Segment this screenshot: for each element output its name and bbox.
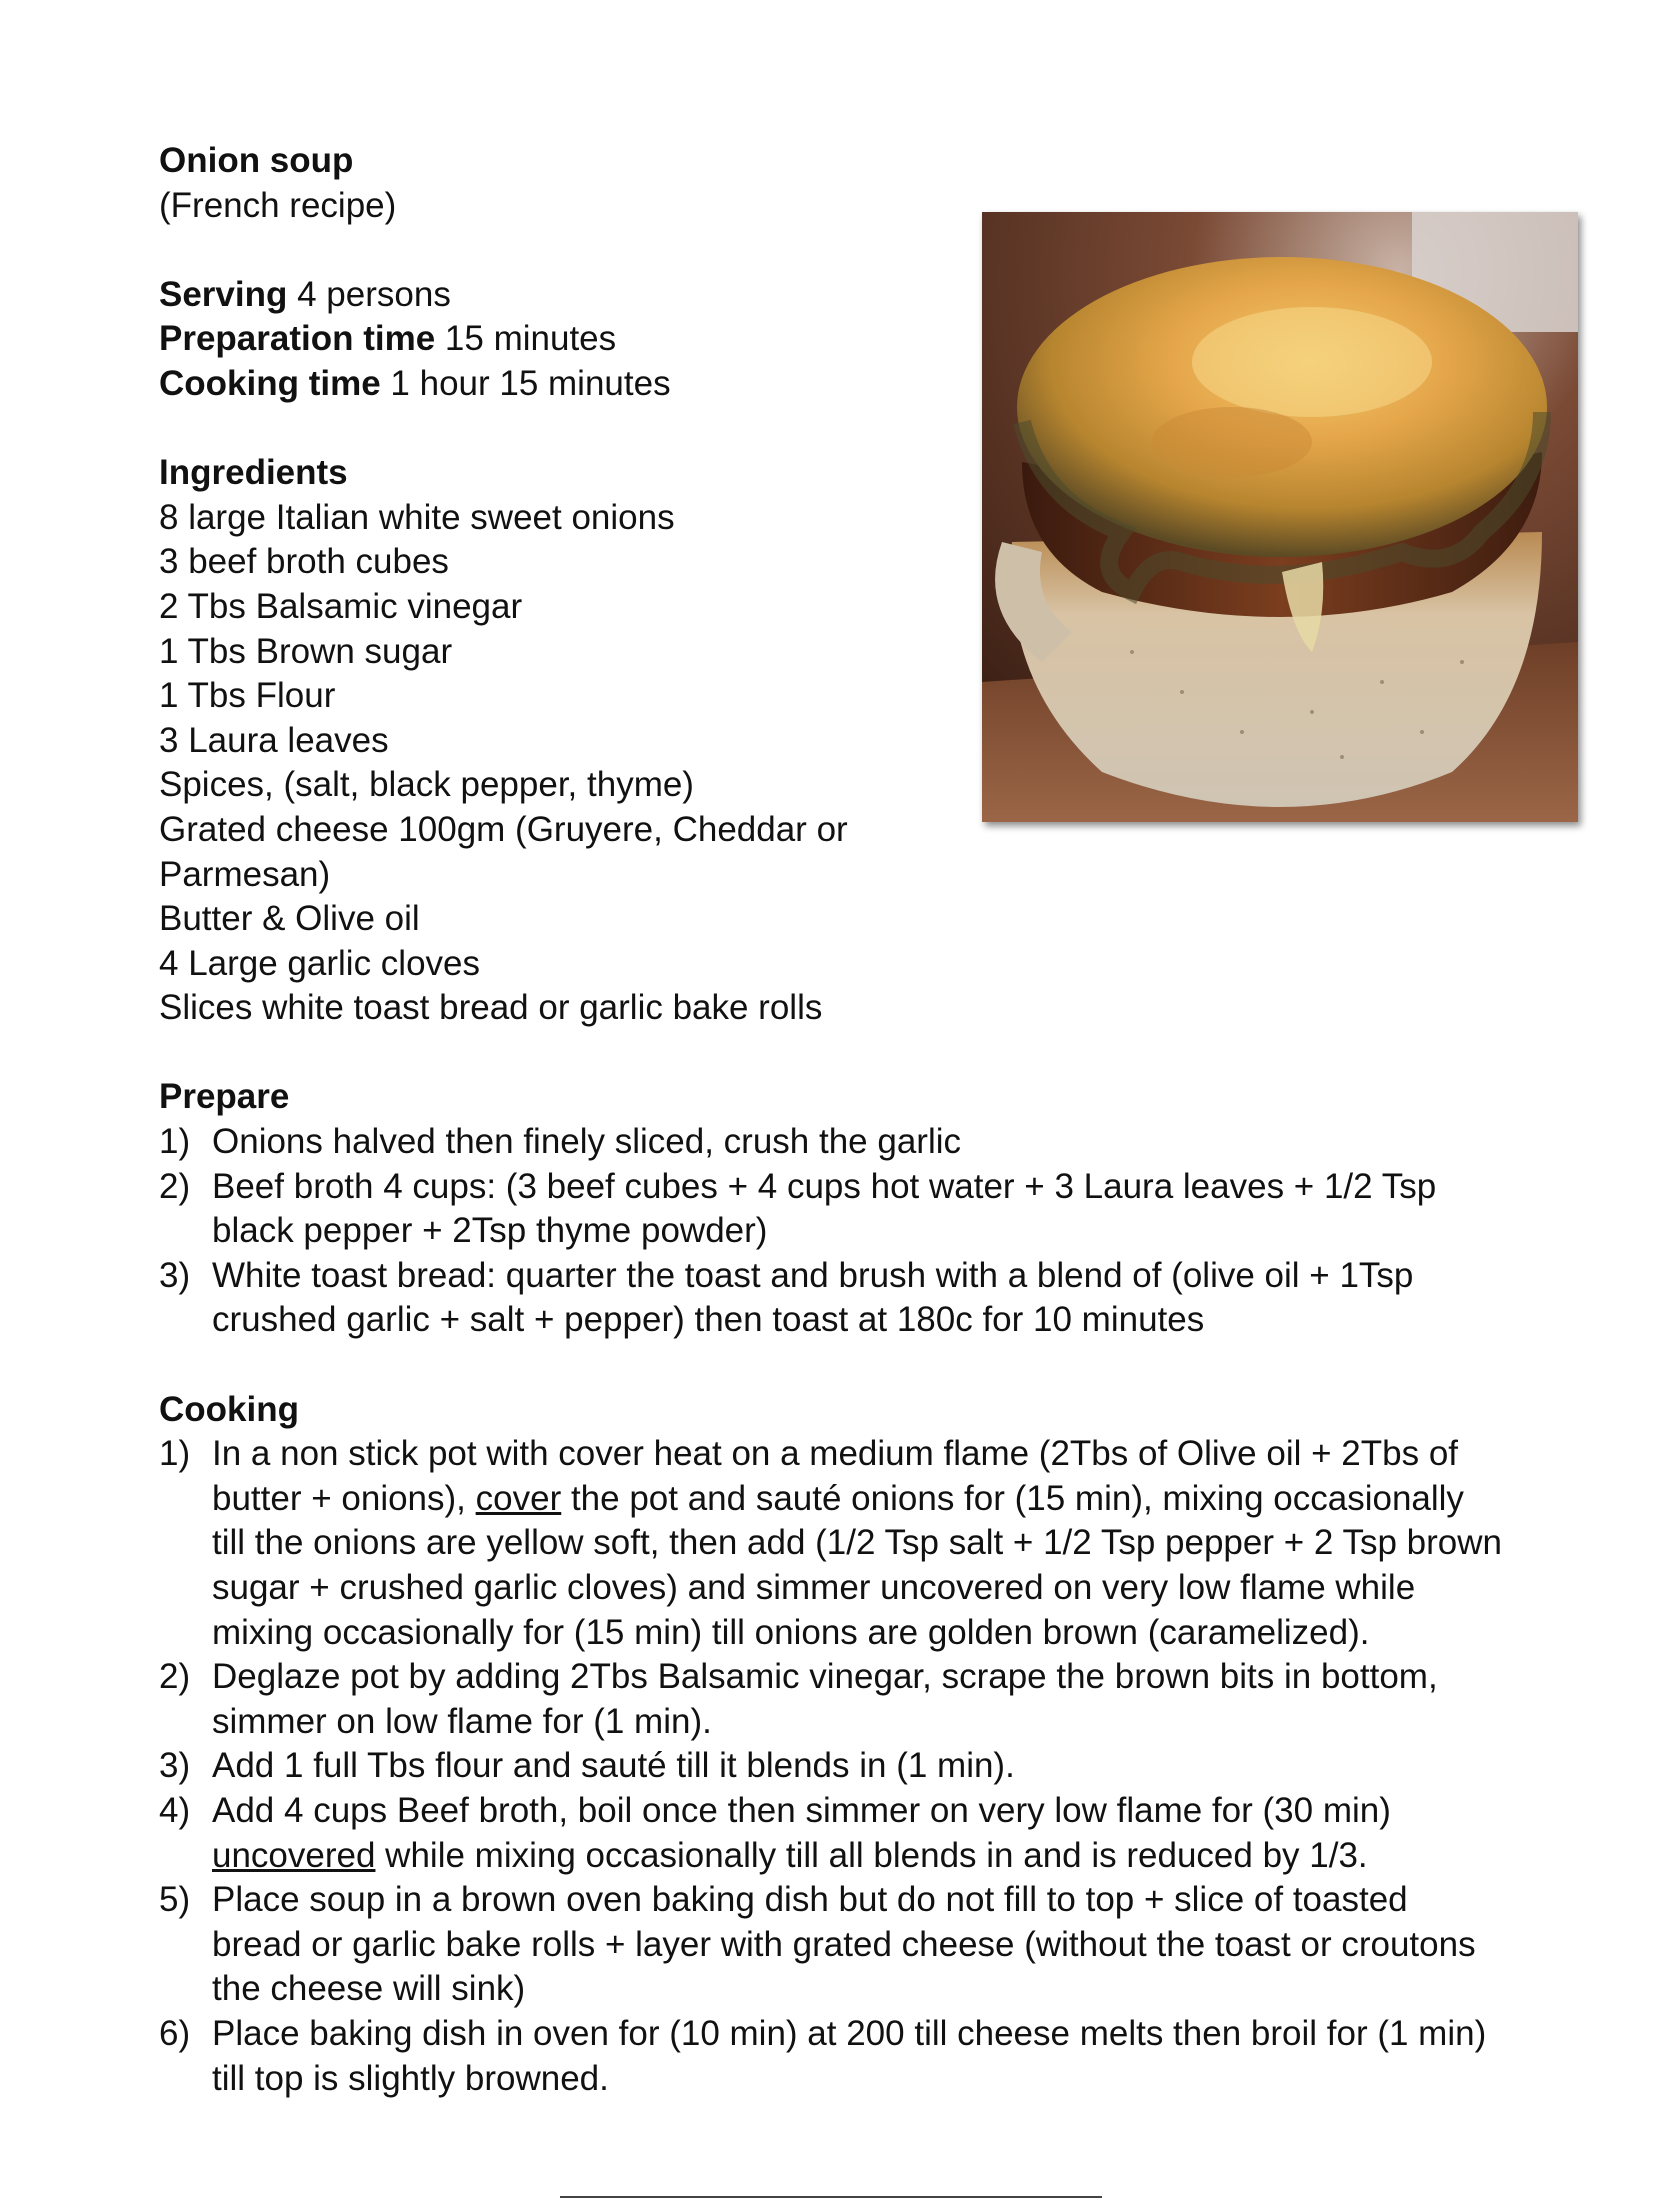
- ingredient-item: 3 beef broth cubes: [159, 542, 449, 582]
- step-text: Add 1 full Tbs flour and sauté till it blends in (1 min).: [212, 1746, 1015, 1786]
- step-text: Deglaze pot by adding 2Tbs Balsamic vinegar, scrape the brown bits in bottom, simmer on low flame for (1 min).: [212, 1657, 1438, 1741]
- ingredient-item: 8 large Italian white sweet onions: [159, 497, 675, 537]
- cooking-heading: Cooking: [159, 1389, 299, 1429]
- step-text: Place baking dish in oven for (10 min) at 200 till cheese melts then broil for (1 min) till top is slightly browned.: [212, 2013, 1487, 2098]
- step-number: 2): [159, 1657, 191, 1697]
- cooking-steps-list: [159, 1432, 1529, 2101]
- cooking-step: [159, 1789, 1502, 1878]
- ingredient-item: 4 Large garlic cloves: [159, 943, 480, 983]
- ingredient-item: Grated cheese 100gm (Gruyere, Cheddar or Parmesan): [159, 809, 848, 894]
- ingredients-heading: Ingredients: [159, 453, 348, 493]
- prepare-steps-list: [159, 1120, 1529, 1343]
- prepare-step: [159, 1254, 1502, 1343]
- step-number: 2): [159, 1166, 191, 1206]
- step-number: 3): [159, 1255, 191, 1295]
- cook-time-label: Cooking time: [159, 363, 381, 403]
- step-text: Beef broth 4 cups: (3 beef cubes + 4 cups hot water + 3 Laura leaves + 1/2 Tsp black pepper + 2Tsp thyme powder): [212, 1166, 1437, 1251]
- cooking-step: [159, 1655, 1502, 1744]
- cooking-step: [159, 1744, 1502, 1789]
- step-number: 3): [159, 1746, 191, 1786]
- prepare-step: [159, 1120, 1502, 1165]
- serving-label: Serving: [159, 274, 288, 314]
- ingredient-item: Slices white toast bread or garlic bake rolls: [159, 988, 823, 1028]
- cooking-step: [159, 1878, 1502, 2012]
- prepare-heading: Prepare: [159, 1077, 290, 1117]
- ingredient-item: 1 Tbs Brown sugar: [159, 631, 453, 671]
- prep-time-value: 15 minutes: [435, 319, 617, 359]
- onion-soup-photo: [982, 212, 1578, 822]
- prepare-section: [159, 1075, 1529, 1343]
- cooking-section: [159, 1388, 1529, 2102]
- cooking-step: [159, 1432, 1502, 1655]
- cook-time-value: 1 hour 15 minutes: [380, 363, 671, 403]
- step-number: 5): [159, 1880, 191, 1920]
- prep-time-label: Preparation time: [159, 319, 436, 359]
- recipe-title: Onion soup: [159, 141, 354, 180]
- underlined-word: cover: [475, 1478, 562, 1518]
- ingredient-item: 3 Laura leaves: [159, 720, 389, 760]
- step-text: White toast bread: quarter the toast and brush with a blend of (olive oil + 1Tsp crushed garlic + salt + pepper) then toast at 180c for 10 minutes: [212, 1255, 1414, 1340]
- step-text: Onions halved then finely sliced, crush the garlic: [212, 1122, 962, 1162]
- ingredient-item: 1 Tbs Flour: [159, 676, 336, 716]
- ingredient-item: 2 Tbs Balsamic vinegar: [159, 586, 523, 626]
- ingredient-item: Spices, (salt, black pepper, thyme): [159, 765, 694, 805]
- recipe-subtitle: (French recipe): [159, 185, 397, 225]
- step-number: 4): [159, 1790, 191, 1830]
- serving-value: 4 persons: [287, 274, 451, 314]
- ingredients-section: [159, 451, 919, 1031]
- step-number: 6): [159, 2013, 191, 2053]
- ingredient-item: Butter & Olive oil: [159, 899, 420, 939]
- step-text: In a non stick pot with cover heat on a medium flame (2Tbs of Olive oil + 2Tbs of butter + onions), cover the pot and sauté onions for (15 min), mixing occasionally till the onions are yellow soft, then add (1/2 Tsp salt + 1/2 Tsp pepper + 2 Tsp brown sugar + crushed garlic cloves) and simmer uncovered on very low flame while mixing occasionally for (15 min) till onions are golden brown (caramelized).: [212, 1434, 1502, 1652]
- prepare-step: [159, 1165, 1502, 1254]
- step-number: 1): [159, 1122, 191, 1162]
- step-text: Place soup in a brown oven baking dish but do not fill to top + slice of toasted bread or garlic bake rolls + layer with grated cheese (without the toast or croutons the cheese will sink): [212, 1880, 1476, 2009]
- cooking-step: [159, 2012, 1502, 2101]
- step-text: Add 4 cups Beef broth, boil once then simmer on very low flame for (30 min) uncovered while mixing occasionally till all blends in and is reduced by 1/3.: [212, 1790, 1391, 1875]
- step-number: 1): [159, 1434, 191, 1474]
- underlined-word: uncovered: [212, 1835, 376, 1875]
